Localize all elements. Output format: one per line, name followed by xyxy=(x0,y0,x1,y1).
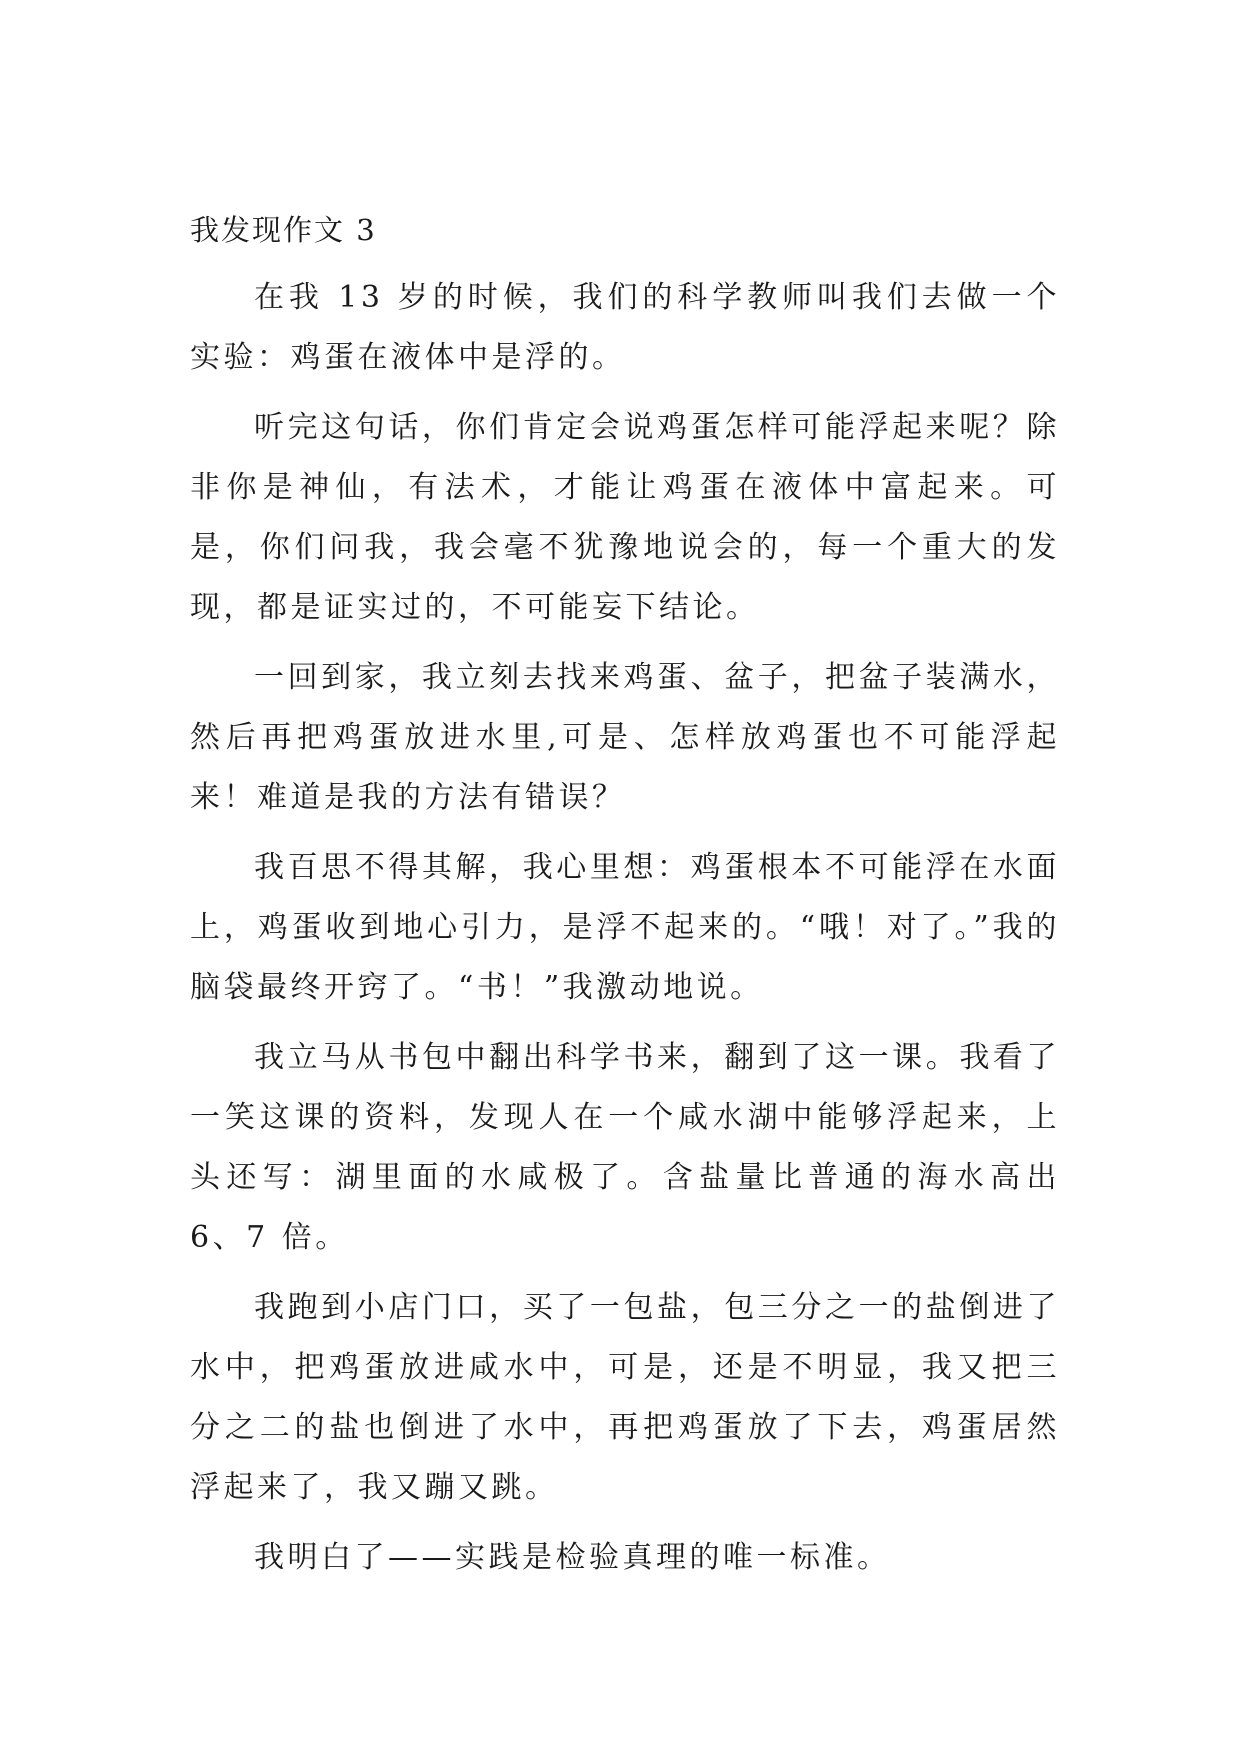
document-page xyxy=(190,210,1060,1598)
paragraph-5: 我立马从书包中翻出科学书来，翻到了这一课。我看了一笑这课的资料，发现人在一个咸水湖中能够浮起来，上头还写：湖里面的水咸极了。含盐量比普通的海水高出 6、7 倍。 xyxy=(190,1040,1060,1255)
paragraph-6: 我跑到小店门口，买了一包盐，包三分之一的盐倒进了水中，把鸡蛋放进咸水中，可是，还是不明显，我又把三分之二的盐也倒进了水中，再把鸡蛋放了下去，鸡蛋居然浮起来了，我又蹦又跳。 xyxy=(190,1290,1060,1505)
paragraph-2: 听完这句话，你们肯定会说鸡蛋怎样可能浮起来呢？除非你是神仙，有法术，才能让鸡蛋在液体中富起来。可是，你们问我，我会毫不犹豫地说会的，每一个重大的发现，都是证实过的，不可能妄下结论。 xyxy=(190,410,1060,625)
paragraph-7: 我明白了——实践是检验真理的唯一标准。 xyxy=(254,1540,891,1575)
paragraph-3: 一回到家，我立刻去找来鸡蛋、盆子，把盆子装满水，然后再把鸡蛋放进水里,可是、怎样放鸡蛋也不可能浮起来！难道是我的方法有错误？ xyxy=(190,660,1060,815)
paragraph-4: 我百思不得其解，我心里想：鸡蛋根本不可能浮在水面上，鸡蛋收到地心引力，是浮不起来的。“哦！对了。”我的脑袋最终开窍了。“书！”我激动地说。 xyxy=(190,850,1060,1005)
paragraph-1: 在我 13 岁的时候，我们的科学教师叫我们去做一个实验：鸡蛋在液体中是浮的。 xyxy=(190,280,1060,375)
document-title: 我发现作文 3 xyxy=(190,213,377,247)
